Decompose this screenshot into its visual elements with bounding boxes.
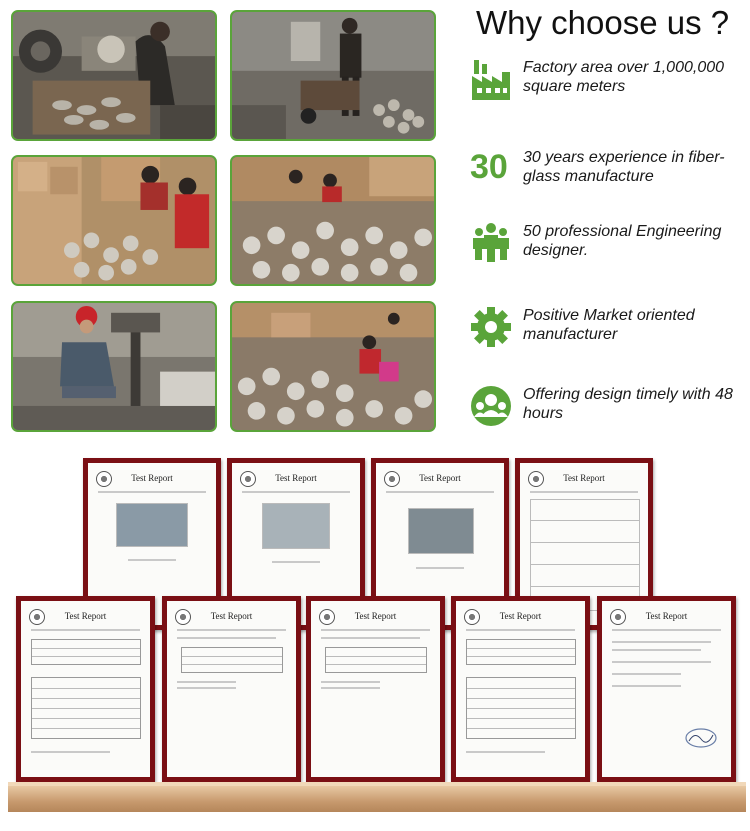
- certificate-8: [451, 596, 590, 782]
- factory-icon: [470, 58, 512, 100]
- certificate-6: [162, 596, 301, 782]
- signature-stamp-icon: [684, 727, 718, 749]
- feature-factory-area: [470, 58, 740, 108]
- certificate-title: Test Report: [210, 611, 253, 621]
- result-table: [466, 677, 576, 739]
- certificate-title: Test Report: [354, 611, 397, 621]
- sorting-scene: [232, 303, 434, 431]
- certificate-title: Test Report: [645, 611, 688, 621]
- result-table: [31, 677, 141, 739]
- team-icon: [470, 222, 512, 264]
- feature-text: Factory area over 1,000,000 square meters: [523, 59, 725, 95]
- feature-text: 30 years experience in fiber-glass manufacture: [523, 149, 725, 185]
- grinding-scene: [13, 12, 215, 140]
- certificate-title: Test Report: [64, 611, 107, 621]
- feature-experience: [470, 148, 740, 198]
- result-table: [31, 639, 141, 665]
- feature-market-oriented: [470, 306, 740, 356]
- factory-photo-grinding: [11, 10, 217, 141]
- certificate-title: Test Report: [419, 473, 461, 483]
- feature-text: 50 professional Engineering designer.: [523, 223, 722, 259]
- certificate-9: [597, 596, 736, 782]
- packing-scene: [13, 157, 215, 285]
- drilling-scene: [13, 303, 215, 431]
- sample-photo: [116, 503, 188, 547]
- certificate-title: Test Report: [499, 611, 542, 621]
- sample-photo: [262, 503, 330, 549]
- gear-icon: [470, 306, 512, 348]
- result-table: [181, 647, 283, 673]
- feature-design-support: [470, 385, 740, 435]
- certificate-title: Test Report: [275, 473, 317, 483]
- factory-photo-parts-pile: [230, 155, 436, 286]
- factory-photo-worker-cart: [230, 10, 436, 141]
- feature-text: Positive Market oriented manufacturer: [523, 307, 695, 343]
- support-icon: [470, 385, 512, 427]
- wooden-shelf: [8, 786, 746, 812]
- certificate-title: Test Report: [131, 473, 173, 483]
- result-table: [325, 647, 427, 673]
- worker-cart-scene: [232, 12, 434, 140]
- flowchart: [530, 499, 640, 611]
- why-choose-us-heading: Why choose us ?: [476, 4, 730, 41]
- feature-engineers: [470, 222, 740, 272]
- factory-photo-drilling: [11, 301, 217, 432]
- certificate-title: Test Report: [563, 473, 605, 483]
- factory-photo-packing: [11, 155, 217, 286]
- certificate-5: [16, 596, 155, 782]
- result-table: [466, 639, 576, 665]
- thirty-icon: 30: [470, 148, 508, 186]
- parts-pile-scene: [232, 157, 434, 285]
- certificate-7: [306, 596, 445, 782]
- sample-photo: [408, 508, 474, 554]
- feature-text: Offering design timely with 48 hours: [523, 386, 733, 422]
- factory-photo-sorting: [230, 301, 436, 432]
